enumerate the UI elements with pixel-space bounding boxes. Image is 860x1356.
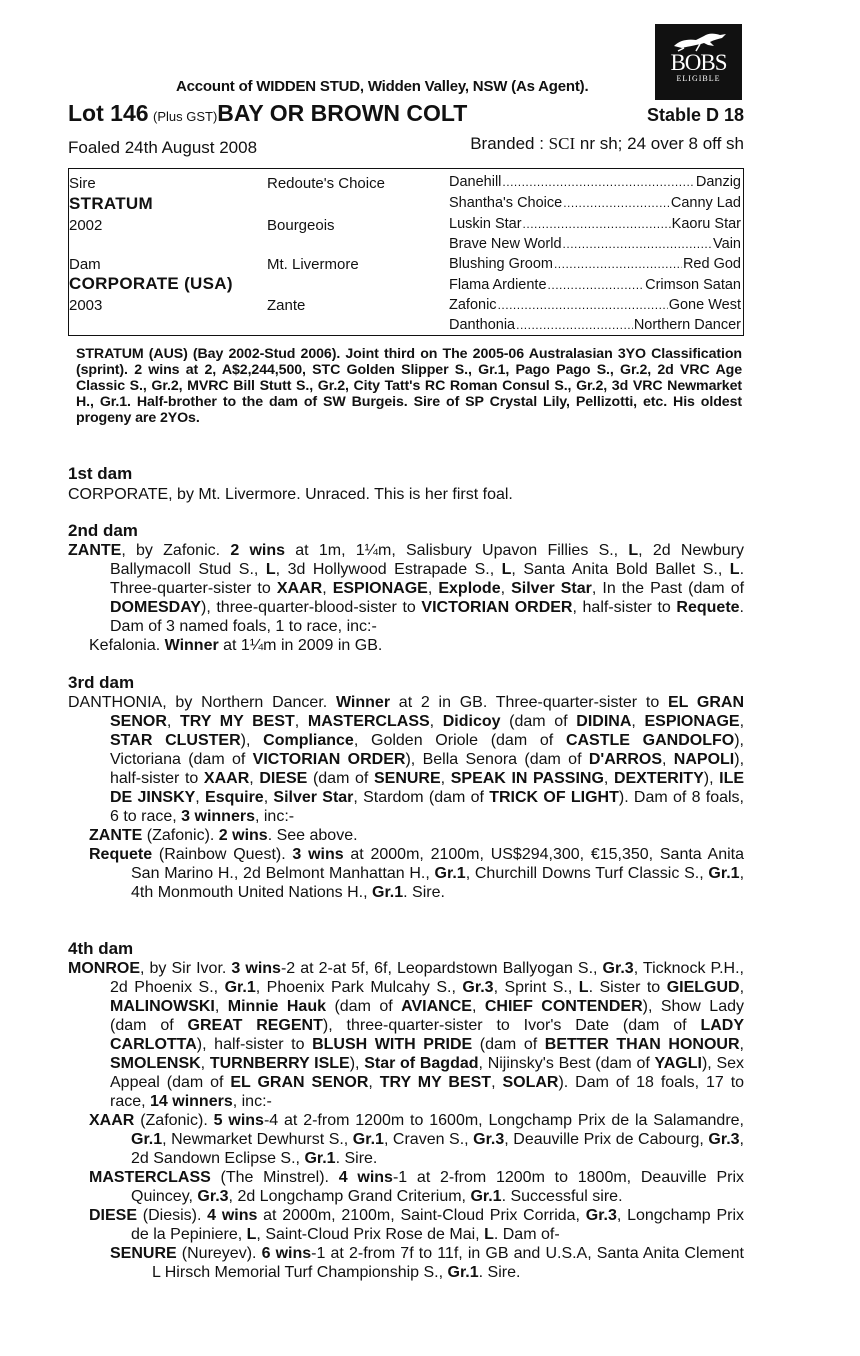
horse-icon [670,30,728,52]
gst-note: (Plus GST) [152,109,218,124]
foaled-date: Foaled 24th August 2008 [68,138,258,157]
lot-header [68,100,744,128]
lot-description: BAY OR BROWN COLT [217,100,468,126]
sire-year: 2002 [69,217,103,234]
ancestor-line: Zafonic ..... Gone West [449,295,741,316]
logo-subtitle: ELIGIBLE [676,74,721,83]
third-dam-heading: 3rd dam [68,673,135,692]
sire-label: Sire [69,175,96,192]
ancestor-line: Flama Ardiente ..... Crimson Satan [449,275,741,296]
first-dam-text: CORPORATE, by Mt. Livermore. Unraced. This is her first foal. [68,486,513,503]
sire-sire: Redoute's Choice [267,175,385,192]
first-dam-heading: 1st dam [68,464,133,483]
second-dam-text: ZANTE, by Zafonic. 2 wins at 1m, 1¼m, Salisbury Upavon Fillies S., L, 2d Newbury Ballymacoll Stud S., L, 3d Hollywood Estrapade S., L, Santa Anita Bold Ballet S., L. Three-quarter-sister to XAAR, ESPIONAGE, Explode, Silver Star, In the Past (dam of DOMESDAY), three-quarter-blood-sister to VICTORIAN ORDER, half-sister to Requete. Dam of 3 named foals, 1 to race, inc:- Kefalonia. Winner at 1¼m in 2009 in GB. [68,542,745,654]
ancestor-line: Shantha's Choice ..... Canny Lad [449,193,741,214]
logo-name: BOBS [670,50,727,75]
ancestor-line: Danehill ..... Danzig [449,172,741,193]
fourth-dam-heading: 4th dam [68,939,134,958]
pedigree-table [68,168,744,336]
dam-sire: Mt. Livermore [267,256,359,273]
branded-label: Branded : [470,134,544,153]
stable-number: Stable D 18 [646,105,744,125]
ancestor-line: Luskin Star ..... Kaoru Star [449,214,741,235]
ancestor-line: Brave New World ..... Vain [449,234,741,255]
ancestor-line: Danthonia ..... Northern Dancer [449,315,741,336]
third-dam-text: DANTHONIA, by Northern Dancer. Winner at 2 in GB. Three-quarter-sister to EL GRAN SENOR, TRY MY BEST, MASTERCLASS, Didicoy (dam of DIDINA, ESPIONAGE, STAR CLUSTER), Compliance, Golden Oriole (dam of CASTLE GANDOLFO), Victoriana (dam of VICTORIAN ORDER), Bella Senora (dam of D'ARROS, NAPOLI), half-sister to XAAR, DIESE (dam of SENURE, SPEAK IN PASSING, DEXTERITY), ILE DE JINSKY, Esquire, Silver Star, Stardom (dam of TRICK OF LIGHT). Dam of 8 foals, 6 to race, 3 winners, inc:- ZANTE (Zafonic). 2 wins. See above. Requete (Rainbow Quest). 3 wins at 2000m, 2100m, US$294,300, €15,350, Santa Anita San Marino H., 2d Belmont Manhattan H., Gr.1, Churchill Downs Turf Classic S., Gr.1, 4th Monmouth United Nations H., Gr.1. Sire. [68,694,745,901]
ancestor-line: Blushing Groom ..... Red God [449,254,741,275]
bobs-eligible-logo [655,24,742,100]
second-dam-heading: 2nd dam [68,521,138,540]
dam-name: CORPORATE (USA) [69,274,233,293]
vendor-account: Account of WIDDEN STUD, Widden Valley, NSW (As Agent). [176,78,589,95]
fourth-dam-text: MONROE, by Sir Ivor. 3 wins-2 at 2-at 5f, 6f, Leopardstown Ballyogan S., Gr.3, Ticknock P.H., 2d Phoenix S., Gr.1, Phoenix Park Mulcahy S., Gr.3, Sprint S., L. Sister to GIELGUD, MALINOWSKI, Minnie Hauk (dam of AVIANCE, CHIEF CONTENDER), Show Lady (dam of GREAT REGENT), three-quarter-sister to Ivor's Date (dam of LADY CARLOTTA), half-sister to BLUSH WITH PRIDE (dam of BETTER THAN HONOUR, SMOLENSK, TURNBERRY ISLE), Star of Bagdad, Nijinsky's Best (dam of YAGLI), Sex Appeal (dam of EL GRAN SENOR, TRY MY BEST, SOLAR). Dam of 18 foals, 17 to race, 14 winners, inc:- XAAR (Zafonic). 5 wins-4 at 2-from 1200m to 1600m, Longchamp Prix de la Salamandre, Gr.1, Newmarket Dewhurst S., Gr.1, Craven S., Gr.3, Deauville Prix de Cabourg, Gr.3, 2d Sandown Eclipse S., Gr.1. Sire. MASTERCLASS (The Minstrel). 4 wins-1 at 2-from 1200m to 1800m, Deauville Prix Quincey, Gr.3, 2d Longchamp Grand Criterium, Gr.1. Successful sire. DIESE (Diesis). 4 wins at 2000m, 2100m, Saint-Cloud Prix Corrida, Gr.3, Longchamp Prix de la Pepiniere, L, Saint-Cloud Prix Rose de Mai, L. Dam of- SENURE (Nureyev). 6 wins-1 at 2-from 7f to 11f, in GB and U.S.A, Santa Anita Clement L Hirsch Memorial Turf Championship S., Gr.1. Sire. [68,960,745,1281]
dam-dam: Zante [267,297,306,314]
sire-name: STRATUM [69,194,153,213]
lot-number: Lot 146 [68,100,149,126]
dam-label: Dam [69,256,101,273]
brand-mark: SCI [548,134,576,153]
sire-summary: STRATUM (AUS) (Bay 2002-Stud 2006). Joint third on The 2005-06 Australasian 3YO Classification (sprint). 2 wins at 2, A$2,244,500, STC Golden Slipper S., Gr.1, Pago Pago S., Gr.2, 2d VRC Age Classic S., Gr.2, MVRC Bill Stutt S., Gr.2, City Tatt's RC Roman Consul S., Gr.2, 3d VRC Newmarket H., Gr.1. Half-brother to the dam of SW Burgeis. Sire of SP Crystal Lily, Pellizotti, etc. His oldest progeny are 2YOs. [76,346,742,426]
branded-detail: nr sh; 24 over 8 off sh [579,134,744,153]
dam-year: 2003 [69,297,103,314]
branded-info [470,134,744,154]
sire-dam: Bourgeois [267,217,335,234]
